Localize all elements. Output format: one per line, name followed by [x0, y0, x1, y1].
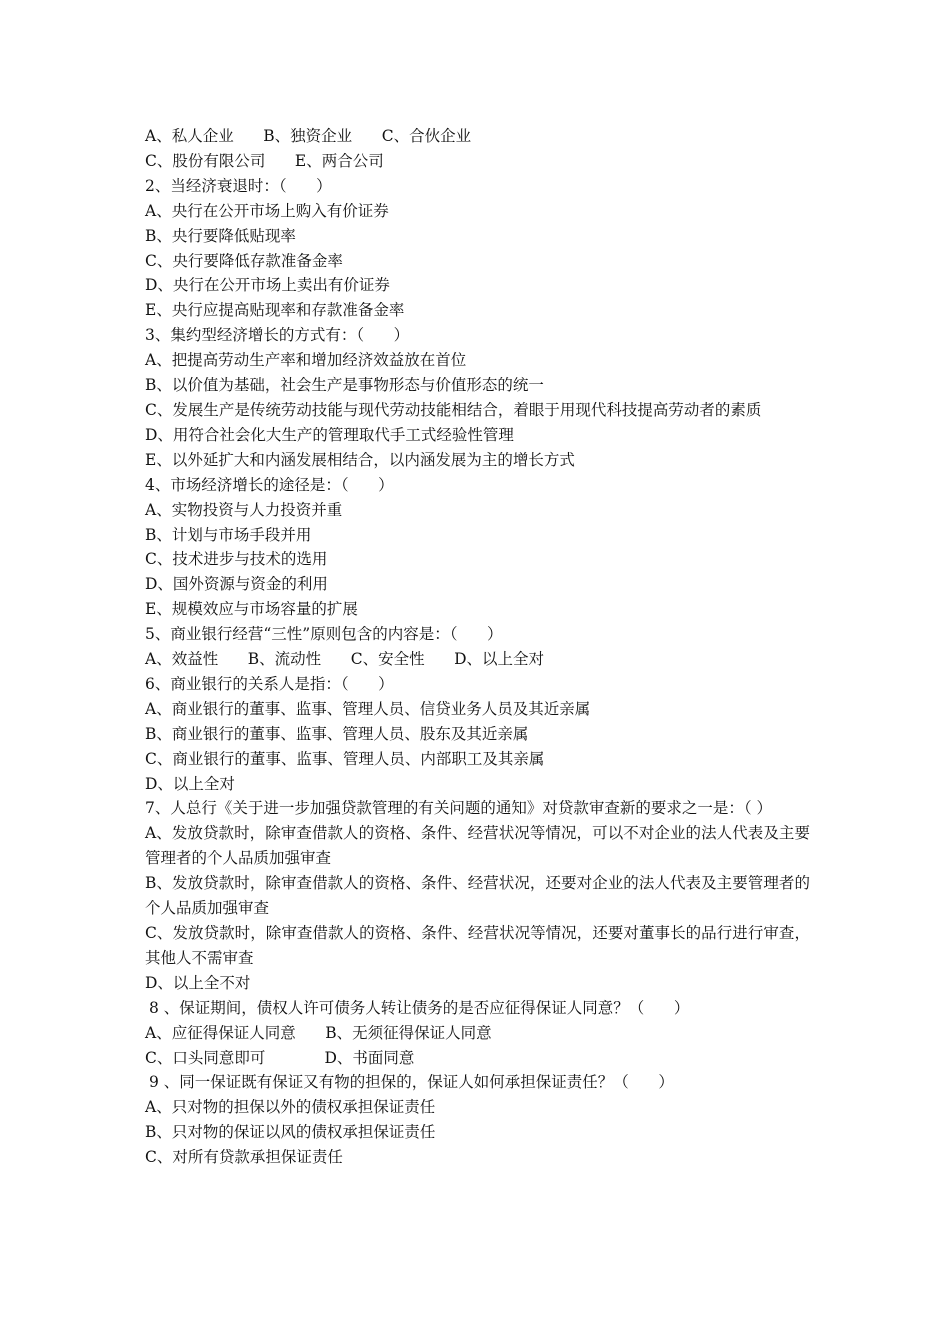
text-line: B、以价值为基础，社会生产是事物形态与价值形态的统一	[145, 376, 544, 395]
text-line: B、央行要降低贴现率	[145, 226, 296, 245]
text-line: A、把提高劳动生产率和增加经济效益放在首位	[145, 351, 467, 370]
text-line: D、国外资源与资金的利用	[145, 575, 328, 594]
text-line: C、商业银行的董事、监事、管理人员、内部职工及其亲属	[145, 749, 545, 768]
question-line: 6、商业银行的关系人是指：（ ）	[145, 674, 394, 693]
text-line: B、商业银行的董事、监事、管理人员、股东及其近亲属	[145, 724, 529, 743]
question-line: 5、商业银行经营“三性”原则包含的内容是：（ ）	[145, 625, 503, 644]
question-line: 4、市场经济增长的途径是：（ ）	[145, 475, 394, 494]
text-line: A、商业银行的董事、监事、管理人员、信贷业务人员及其近亲属	[145, 699, 591, 718]
text-line: C、发展生产是传统劳动技能与现代劳动技能相结合，着眼于用现代科技提高劳动者的素质	[145, 400, 762, 419]
text-line: E、以外延扩大和内涵发展相结合，以内涵发展为主的增长方式	[145, 450, 575, 469]
text-line: A、应征得保证人同意 B、无须征得保证人同意	[145, 1023, 492, 1042]
text-line: D、以上全对	[145, 774, 235, 793]
text-line: C、对所有贷款承担保证责任	[145, 1148, 343, 1167]
text-line: E、规模效应与市场容量的扩展	[145, 600, 358, 619]
text-line: A、实物投资与人力投资并重	[145, 500, 343, 519]
text-line: A、只对物的担保以外的债权承担保证责任	[145, 1098, 436, 1117]
question-line: 3、集约型经济增长的方式有：（ ）	[145, 326, 410, 345]
text-line: B、只对物的保证以风的债权承担保证责任	[145, 1123, 436, 1142]
text-line: A、效益性 B、流动性 C、安全性 D、以上全对	[145, 650, 545, 669]
text-line: C、央行要降低存款准备金率	[145, 251, 343, 270]
question-line: 2、当经济衰退时：（ ）	[145, 176, 332, 195]
text-line: E、央行应提高贴现率和存款准备金率	[145, 301, 405, 320]
document-page	[145, 124, 810, 1170]
text-line: D、以上全不对	[145, 973, 251, 992]
text-line: D、央行在公开市场上卖出有价证券	[145, 276, 390, 295]
text-line: B、发放贷款时，除审查借款人的资格、条件、经营状况，还要对企业的法人代表及主要管理者的个人品质加强审查	[145, 874, 810, 918]
text-line: A、发放贷款时，除审查借款人的资格、条件、经营状况等情况，可以不对企业的法人代表及主要管理者的个人品质加强审查	[145, 824, 810, 868]
text-line: C、发放贷款时，除审查借款人的资格、条件、经营状况等情况，还要对董事长的品行进行审查，其他人不需审查	[145, 924, 810, 967]
text-line: A、央行在公开市场上购入有价证券	[145, 201, 389, 220]
text-line: C、技术进步与技术的选用	[145, 550, 328, 569]
question-line: 9 、同一保证既有保证又有物的担保的，保证人如何承担保证责任？（ ）	[149, 1073, 674, 1092]
text-line: D、用符合社会化大生产的管理取代手工式经验性管理	[145, 425, 514, 444]
text-line: C、口头同意即可 D、书面同意	[145, 1048, 415, 1067]
text-line: A、私人企业 B、独资企业 C、合伙企业	[145, 127, 472, 145]
question-line: 8 、保证期间，债权人许可债务人转让债务的是否应征得保证人同意？（ ）	[149, 998, 690, 1017]
text-line: C、股份有限公司 E、两合公司	[145, 151, 384, 170]
question-line: 7、人总行《关于进一步加强贷款管理的有关问题的通知》对贷款审查新的要求之一是：（ ）	[145, 799, 773, 818]
text-line: B、计划与市场手段并用	[145, 525, 312, 544]
